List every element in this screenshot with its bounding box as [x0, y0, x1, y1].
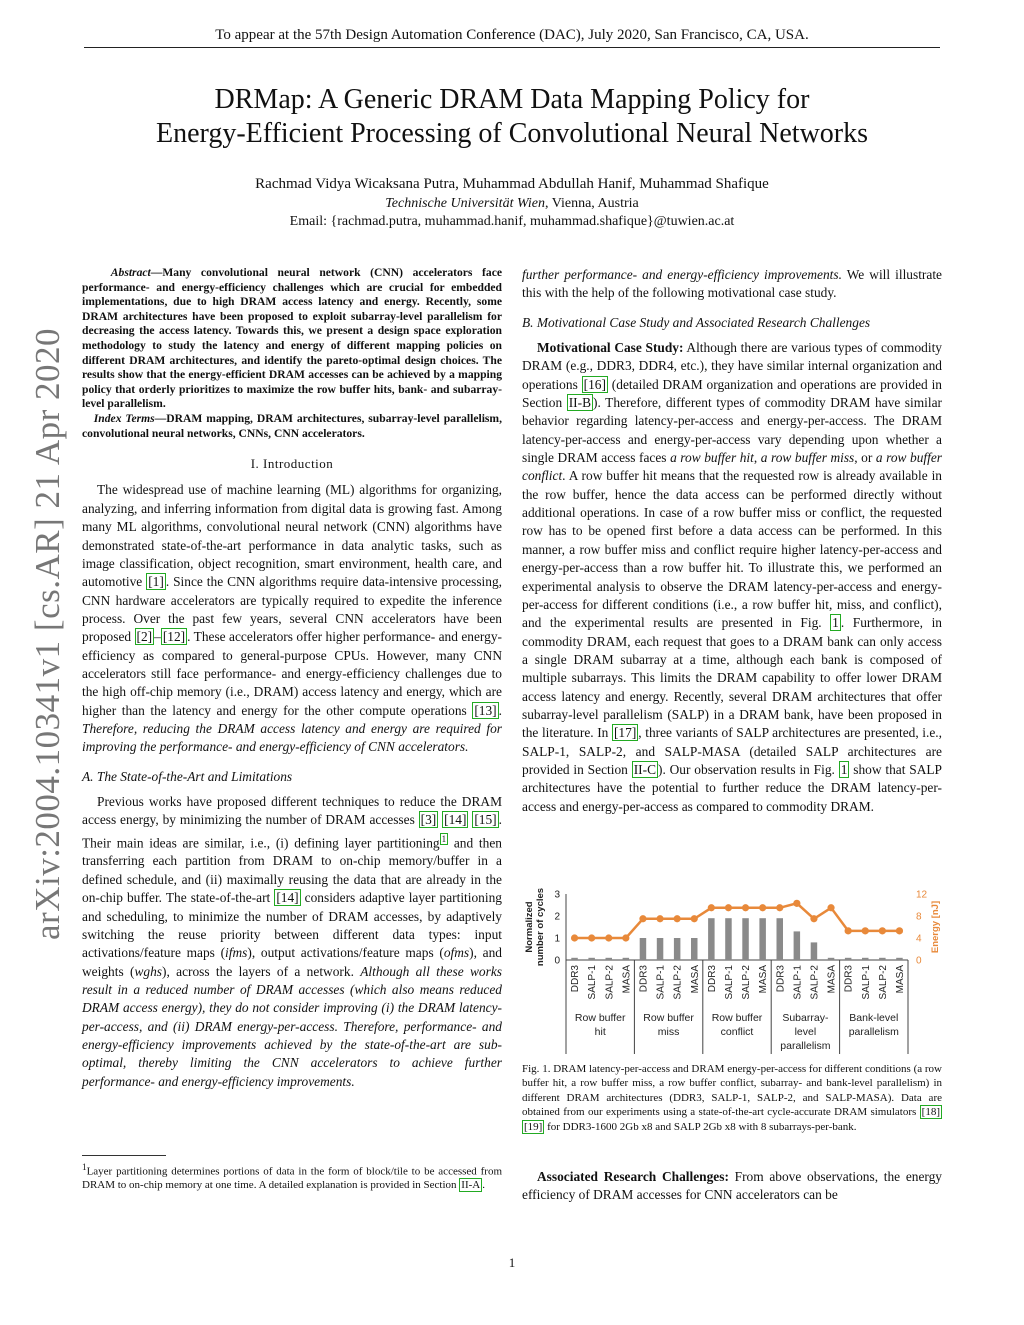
left-axis-tick-label: 3 [554, 889, 560, 901]
left-axis-tick-label: 2 [554, 911, 560, 923]
citation-link[interactable]: [19] [524, 1120, 543, 1133]
x-tick-label: SALP-2 [809, 965, 821, 1000]
text: wghs [134, 963, 162, 979]
abstract-lead: Abstract [110, 266, 151, 279]
energy-point [656, 915, 663, 922]
bar [759, 918, 765, 960]
text: The widespread use of machine learning (ML) algorithms for organizing, analyzing, and inferring information from digital data is growing fast. Among many ML algorithms, convolutional neural network (CNN) algorithms have demonstrated state-of-the-art performance in data analytic tasks, such as image classification, object recognition, smart environment, health care, and automotive [82, 482, 502, 590]
left-axis-label: Normalized [524, 901, 535, 953]
bar [674, 938, 680, 960]
citation-link[interactable]: [16] [583, 376, 606, 392]
x-tick-label: MASA [758, 965, 770, 994]
energy-point [725, 904, 732, 911]
text: Previous works have proposed different techniques to reduce the DRAM access energy, by minimizing the number of DRAM accesses [82, 793, 502, 828]
bar [862, 958, 868, 960]
x-tick-label: MASA [689, 965, 701, 994]
energy-point [793, 900, 800, 907]
text: ), and weights ( [82, 945, 502, 979]
bar [879, 958, 885, 960]
x-tick-label: SALP-1 [723, 965, 735, 1000]
text: a row buffer hit [670, 450, 754, 466]
bar [657, 938, 663, 960]
x-tick-label: DDR3 [706, 965, 718, 993]
bar [794, 931, 800, 960]
authors: Rachmad Vidya Wicaksana Putra, Muhammad Abdullah Hanif, Muhammad Shafique [255, 176, 769, 192]
index-terms [82, 412, 502, 441]
text: Associated Research Challenges: [537, 1169, 729, 1184]
energy-point [674, 915, 681, 922]
index-terms-text: —DRAM mapping, DRAM architectures, subarray-level parallelism, convolutional neural networks, CNNs, CNN accelerators. [82, 411, 502, 440]
citation-link[interactable]: [2] [136, 629, 153, 645]
title-line-2: Energy-Efficient Processing of Convolutional Neural Networks [155, 118, 869, 149]
left-axis-tick-label: 0 [554, 955, 560, 967]
text: From above observations, the energy efficiency of DRAM accesses for CNN accelerators can be [522, 1169, 943, 1203]
text: ). Therefore, different types of commodity DRAM have similar behavior regarding latency-per-access and energy-per-access. The DRAM latency-per-access and energy-per-access vary depending upon whether a single DRAM access faces [522, 395, 943, 466]
text: ofms [443, 945, 470, 961]
bar [811, 942, 817, 960]
citation-link[interactable]: [18] [921, 1106, 940, 1119]
x-tick-label: MASA [894, 965, 906, 994]
figure-1-caption [522, 1062, 942, 1134]
text: . A row buffer hit means that the requested row is already available in the row buffer, hence the data access can be performed directly without additional operations. In case of a row buffer miss or conflict, the requested row has to be opened first before a data access can be performed. In this manner, a row buffer miss and conflict require higher latency-per-access and energy-per-access than a row buffer hit. To illustrate this, we performed an experimental analysis to observe the DRAM latency-per-access and energy-per-access for different conditions (i.e., a row buffer hit, miss, and conflict), and the experimental results are presented in Fig. [522, 468, 942, 631]
page-number: 1 [508, 1255, 516, 1270]
energy-point [691, 915, 698, 922]
text: (detailed DRAM organization and operations are provided in Section [522, 376, 942, 411]
left-column [82, 266, 502, 1091]
x-tick-label: DDR3 [843, 965, 855, 993]
group-label: level [794, 1026, 817, 1038]
abstract-text: —Many convolutional neural network (CNN) accelerators face performance- and energy-efficiency challenges which are crucial for embedded implementations, due to high DRAM access latency and energy. Recently, some DRAM architectures have been proposed to exploit subarray-level parallelism for decreasing the access latency. Towards this, we present a design space exploration methodology to study the latency and energy of different mapping policies on different DRAM architectures, and identify the pareto-optimal design choices. The results show that the energy-efficient DRAM accesses can be achieved by a mapping policy that orderly prioritizes to maximize the row buffer hits, bank- and subarray-level parallelism. [82, 266, 502, 411]
text: show that SALP architectures have the potential to further reduce the DRAM latency-per-access and energy-per-access as compared to commodity DRAM. [522, 761, 943, 814]
x-tick-label: SALP-2 [877, 965, 889, 1000]
right-axis-tick-label: 4 [916, 933, 922, 945]
text: We will illustrate this with the help of the following motivational case study. [522, 267, 942, 301]
energy-point [759, 904, 766, 911]
energy-point [742, 904, 749, 911]
group-label: parallelism [848, 1026, 899, 1038]
text: Although there are various types of commodity DRAM (e.g., DDR3, DDR4, etc.), they have similar internal organization and operations [522, 340, 942, 392]
section-heading-introduction: I. Introduction [250, 456, 334, 472]
citation-link[interactable]: [3] [420, 812, 437, 828]
left-axis-label: number of cycles [535, 887, 546, 967]
energy-point [810, 915, 817, 922]
text: , or [854, 450, 876, 466]
x-tick-label: DDR3 [638, 965, 650, 993]
left-axis-tick-label: 1 [554, 933, 560, 945]
bar [777, 918, 783, 960]
bar [725, 918, 731, 960]
right-axis-tick-label: 12 [916, 889, 928, 901]
section-link[interactable]: II-A [461, 1178, 481, 1191]
right-axis-label: Energy [nJ] [930, 900, 941, 954]
text: – [154, 629, 161, 645]
group-label: Row buffer [643, 1012, 694, 1024]
challenges-paragraph [522, 1168, 942, 1205]
group-label: Row buffer [574, 1012, 626, 1024]
citation-link[interactable]: [14] [444, 812, 467, 828]
arxiv-watermark: arXiv:2004.10341v1 [cs.AR] 21 Apr 2020 [28, 327, 67, 940]
figure-link[interactable]: 1 [840, 761, 848, 777]
bar [742, 918, 748, 960]
energy-point [605, 934, 612, 941]
paper-title [84, 83, 940, 151]
text: Motivational Case Study: [537, 340, 684, 356]
motivational-case-study-paragraph [522, 339, 942, 816]
index-terms-lead: Index Terms [93, 411, 155, 425]
group-label: Row buffer [711, 1012, 763, 1024]
citation-link[interactable]: [15] [474, 812, 497, 828]
energy-point [571, 934, 578, 941]
text: ), across the layers of a network. [162, 963, 361, 979]
energy-point [845, 927, 852, 934]
running-header: To appear at the 57th Design Automation Conference (DAC), July 2020, San Francisco, CA, USA. [215, 27, 809, 43]
bar [896, 958, 902, 960]
affiliation-location: , Vienna, Austria [544, 196, 639, 211]
x-tick-label: SALP-1 [655, 965, 667, 1000]
citation-link[interactable]: [17] [613, 725, 637, 741]
text: considers adaptive layer partitioning and scheduling, to minimize the number of DRAM accesses, by adaptively switching the reuse priority between different data types: input activations/feature maps ( [82, 890, 502, 961]
bar [588, 958, 594, 960]
header-rule [84, 47, 940, 48]
energy-point [862, 927, 869, 934]
text: , three variants of SALP architectures are presented, i.e., SALP-1, SALP-2, and SALP-MASA (detailed SALP architectures are provided in Section [522, 725, 942, 777]
section-link[interactable]: II-C [633, 761, 656, 777]
intro-paragraph [82, 481, 502, 756]
email: Email: {rachmad.putra, muhammad.hanif, muhammad.shafique}@tuwien.ac.at [289, 214, 735, 229]
figure-1-chart [518, 884, 946, 1059]
affiliation-university: Technische Universität Wien [385, 196, 545, 211]
section-link[interactable]: II-B [568, 395, 592, 411]
text: . These accelerators offer higher performance- and energy-efficiency as compared to general-purpose CPUs. However, many CNN accelerators still face performance- and energy-efficiency challenges due to the high off-chip memory (i.e., DRAM) access latency and energy, which are higher than the latency and energy for the other compute operations [82, 629, 502, 718]
citation-link[interactable]: [1] [148, 574, 164, 590]
figure-link[interactable]: 1 [832, 615, 839, 631]
x-tick-label: SALP-1 [587, 965, 599, 1000]
group-label: parallelism [780, 1040, 831, 1052]
text: Therefore, reducing the DRAM access latency and energy are required for improving the performance- and energy-efficiency of CNN accelerators. [82, 720, 502, 755]
energy-point [896, 927, 903, 934]
group-label: conflict [720, 1026, 754, 1038]
text: . Since the CNN algorithms require data-intensive processing, CNN hardware accelerators are typically required to expedite the inference process. Over the past few years, several CNN accelerators have been proposed [82, 574, 502, 645]
energy-point [622, 934, 629, 941]
continued-paragraph [522, 266, 942, 303]
bar [708, 918, 714, 960]
text: . [498, 702, 502, 718]
x-tick-label: MASA [621, 965, 633, 994]
x-tick-label: MASA [826, 965, 838, 994]
x-tick-label: DDR3 [775, 965, 787, 993]
text: . Furthermore, in commodity DRAM, each request that goes to a DRAM bank can only access a single DRAM subarray at a time, although each bank is composed of multiple subarrays. This limits the DRAM capability to offer lower DRAM access latency and energy. Recently, several DRAM architectures that offer subarray-level parallelism (SALP) in a DRAM bank, have been proposed in the literature. In [522, 615, 942, 741]
bar [640, 938, 646, 960]
energy-point [588, 934, 595, 941]
footnote-link[interactable]: 1 [441, 833, 447, 844]
text: . Their main ideas are similar, i.e., (i) defining layer partitioning [82, 812, 502, 851]
bar [606, 958, 612, 960]
text: a row buffer conflict [522, 450, 942, 484]
text: . [482, 1178, 485, 1191]
title-line-1: DRMap: A Generic DRAM Data Mapping Policy for [214, 84, 810, 115]
bar [828, 958, 834, 960]
text: ifms [225, 945, 248, 961]
figure-1 [518, 884, 946, 1059]
energy-point [879, 927, 886, 934]
group-label: miss [657, 1026, 680, 1038]
citation-link[interactable]: [12] [162, 629, 186, 645]
energy-point [776, 904, 783, 911]
energy-point [639, 915, 646, 922]
right-axis-tick-label: 0 [916, 955, 922, 967]
text: Although all these works result in a reduced number of DRAM accesses (which also means reduced DRAM access energy), they do not consider improving (i) the DRAM latency-per-access, and (ii) DRAM energy-per-access. Therefore, performance- and energy-efficiency improvements achieved by the state-of-the-art are sub-optimal, thereby limiting the CNN accelerators to achieve further performance- and energy-efficiency improvements. [82, 963, 502, 1089]
text: for DDR3-1600 2Gb x8 and SALP 2Gb x8 with 8 subarrays-per-bank. [544, 1120, 857, 1133]
text: , [753, 450, 761, 466]
energy-point [708, 904, 715, 911]
text: Fig. 1. DRAM latency-per-access and DRAM energy-per-access for different conditions (a row buffer hit, a row buffer miss, a row buffer conflict, subarray- and bank-level parallelism) in different DRAM architectures (DDR3, SALP-1, SALP-2, and SALP-MASA). Data are obtained from our experiments using a state-of-the-art cycle-accurate DRAM simulators [522, 1063, 942, 1119]
affiliation [84, 196, 940, 212]
footnote [82, 1161, 502, 1192]
subsection-heading-b: B. Motivational Case Study and Associated Research Challenges [522, 314, 871, 330]
right-column [522, 266, 942, 816]
x-tick-label: DDR3 [570, 965, 582, 993]
footnote-mark: 1 [82, 1162, 87, 1172]
x-tick-label: SALP-2 [604, 965, 616, 1000]
group-label: Subarray- [782, 1012, 829, 1024]
energy-point [827, 904, 834, 911]
abstract [82, 266, 502, 412]
text: a row buffer miss [760, 450, 855, 466]
group-label: hit [594, 1026, 606, 1038]
text: and then transferring each partition from DRAM to on-chip memory/buffer in a defined schedule, and (ii) maximally reusing the data that are already in the on-chip buffer. The state-of-the-art [82, 835, 502, 906]
state-of-the-art-paragraph [82, 793, 502, 1091]
bar [845, 958, 851, 960]
footnote-rule [82, 1155, 166, 1156]
x-tick-label: SALP-2 [741, 965, 753, 1000]
x-tick-label: SALP-2 [672, 965, 684, 1000]
bar [691, 938, 697, 960]
subsection-heading-a: A. The State-of-the-Art and Limitations [82, 768, 293, 784]
x-tick-label: SALP-1 [860, 965, 872, 1000]
text: ). Our observation results in Fig. [658, 761, 839, 777]
x-tick-label: SALP-1 [792, 965, 804, 1000]
footnote-text: Layer partitioning determines portions of data in the form of block/tile to be accessed from DRAM to on-chip memory at one time. A detailed explanation is provided in Section [82, 1165, 502, 1191]
bar [571, 958, 577, 960]
group-label: Bank-level [849, 1012, 899, 1024]
citation-link[interactable]: [14] [276, 890, 299, 906]
right-axis-tick-label: 8 [916, 911, 922, 923]
bar [623, 958, 629, 960]
text: ), output activations/feature maps ( [247, 945, 444, 961]
citation-link[interactable]: [13] [474, 702, 497, 718]
text: further performance- and energy-efficiency improvements. [522, 267, 842, 282]
